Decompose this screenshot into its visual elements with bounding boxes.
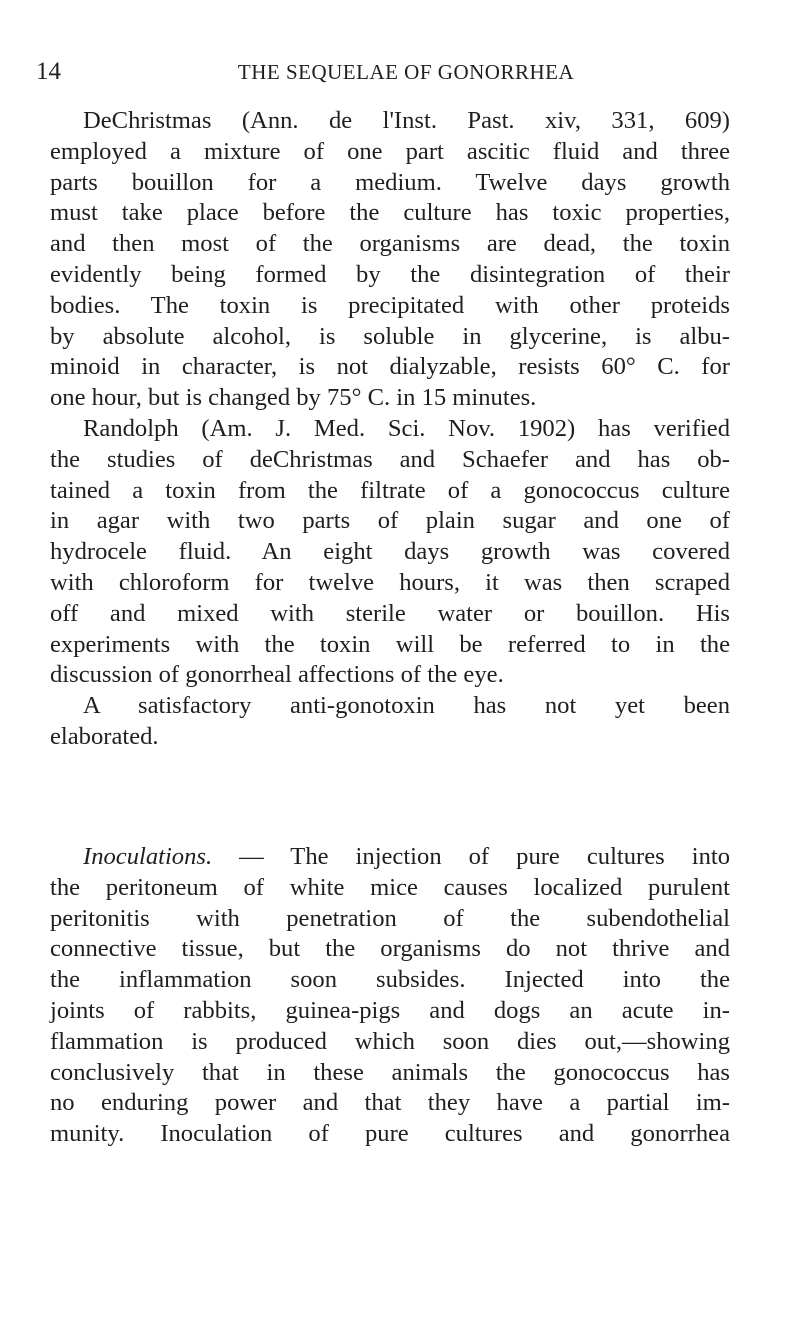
text-line: employed a mixture of one part ascitic fluid and three xyxy=(50,137,730,165)
page-number: 14 xyxy=(36,58,61,85)
page-header xyxy=(36,57,736,87)
body-text-upper xyxy=(50,106,730,753)
text-line: and then most of the organisms are dead, the toxin xyxy=(50,230,730,258)
text-line: the peritoneum of white mice causes localized purulent xyxy=(50,873,730,901)
text-line: minoid in character, is not dialyzable, resists 60° C. for xyxy=(50,353,730,381)
text-line: conclusively that in these animals the gonococcus has xyxy=(50,1058,730,1086)
text-line: experiments with the toxin will be referred to in the xyxy=(50,630,730,658)
running-title: THE SEQUELAE OF GONORRHEA xyxy=(237,60,575,84)
text-line: joints of rabbits, guinea-pigs and dogs an acute in- xyxy=(50,996,730,1024)
text-line: A satisfactory anti-gonotoxin has not yet been xyxy=(83,692,730,720)
text-line: munity. Inoculation of pure cultures and gonorrhea xyxy=(50,1120,730,1148)
text-line: connective tissue, but the organisms do not thrive and xyxy=(50,935,730,963)
text-line: flammation is produced which soon dies out,—showing xyxy=(50,1027,730,1055)
text-line: evidently being formed by the disintegration of their xyxy=(50,260,730,288)
text-line: Randolph (Am. J. Med. Sci. Nov. 1902) has verified xyxy=(83,414,730,442)
text-line: elaborated. xyxy=(50,722,159,750)
text-line: off and mixed with sterile water or bouillon. His xyxy=(50,599,730,627)
text-line: must take place before the culture has toxic properties, xyxy=(50,199,730,227)
text-line: in agar with two parts of plain sugar and one of xyxy=(50,507,730,535)
text-line: by absolute alcohol, is soluble in glycerine, is albu- xyxy=(50,322,730,350)
text-line: parts bouillon for a medium. Twelve days growth xyxy=(50,168,730,196)
body-text-lower xyxy=(50,842,730,1150)
text-line: the studies of deChristmas and Schaefer and has ob- xyxy=(50,445,730,473)
text-line: one hour, but is changed by 75° C. in 15 minutes. xyxy=(50,384,537,412)
text-line: the inflammation soon subsides. Injected into the xyxy=(50,966,730,994)
text-line xyxy=(50,842,730,873)
section-heading: Inoculations. xyxy=(83,843,213,870)
text-line: bodies. The toxin is precipitated with other proteids xyxy=(50,291,730,319)
text-line: peritonitis with penetration of the subendothelial xyxy=(50,904,730,932)
text-line: no enduring power and that they have a partial im- xyxy=(50,1089,730,1117)
text-line-content: — The injection of pure cultures into xyxy=(212,843,730,870)
text-line: discussion of gonorrheal affections of the eye. xyxy=(50,661,504,689)
text-line: tained a toxin from the filtrate of a gonococcus culture xyxy=(50,476,730,504)
text-line: DeChristmas (Ann. de l'Inst. Past. xiv, 331, 609) xyxy=(83,107,730,134)
text-line: with chloroform for twelve hours, it was then scraped xyxy=(50,568,730,596)
text-line: hydrocele fluid. An eight days growth was covered xyxy=(50,538,730,566)
